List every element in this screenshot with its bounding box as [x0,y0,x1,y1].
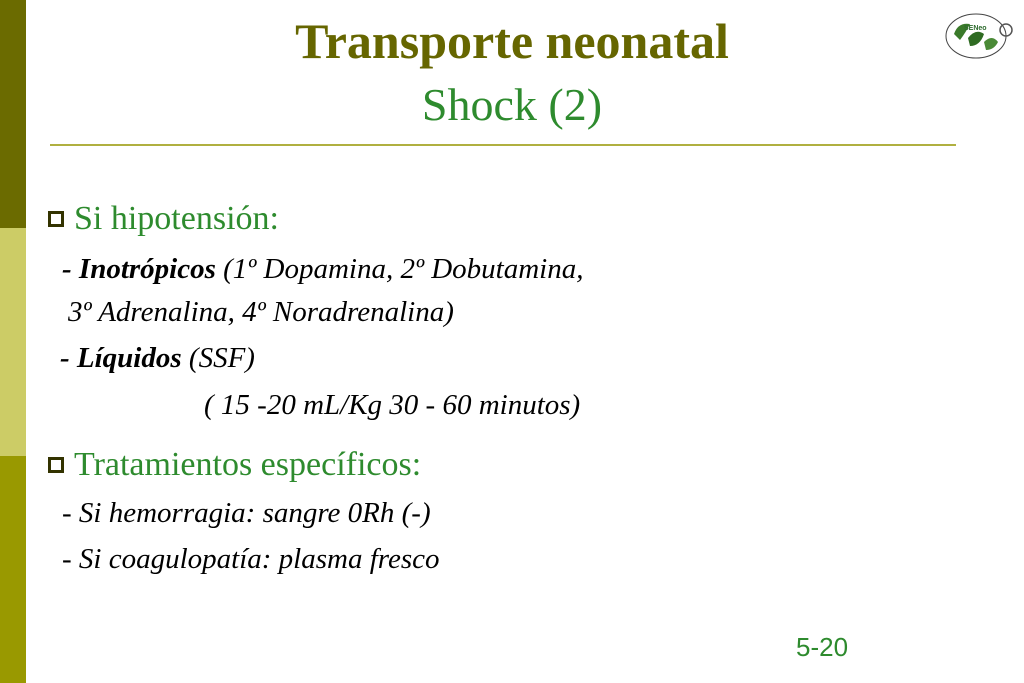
text-line [68,298,454,327]
bold-term: - Inotrópicos [62,253,216,285]
seneo-logo [940,12,1020,60]
bullet-label: Tratamientos específicos: [74,446,422,483]
square-bullet-icon [48,457,64,473]
line-text: - Si hemorragia: sangre 0Rh (-) [62,497,431,529]
line-text: (1º Dopamina, 2º Dobutamina, [215,253,584,285]
text-line [62,499,431,528]
sidebar-stripe-middle [0,228,26,456]
text-line [62,255,583,284]
bullet-label: Si hipotensión: [74,200,279,237]
slide-title: Transporte neonatal [295,13,729,69]
text-line [204,391,580,420]
page-number: 5-20 [796,632,849,662]
bold-term: - Líquidos [60,342,182,374]
line-text: ( 15 -20 mL/Kg 30 - 60 minutos) [204,389,581,421]
bullet-hipotension [48,202,279,236]
line-text: (SSF) [181,342,255,374]
sidebar-stripe-bottom [0,456,26,683]
line-text: 3º Adrenalina, 4º Noradrenalina) [68,296,454,328]
line-text: - Si coagulopatía: plasma fresco [62,543,440,575]
title-divider [50,144,956,146]
text-line [62,545,440,574]
square-bullet-icon [48,211,64,227]
bullet-tratamientos [48,448,421,482]
logo-text: SENeo [964,25,987,32]
slide-subtitle: Shock (2) [421,79,603,130]
text-line [60,344,255,373]
